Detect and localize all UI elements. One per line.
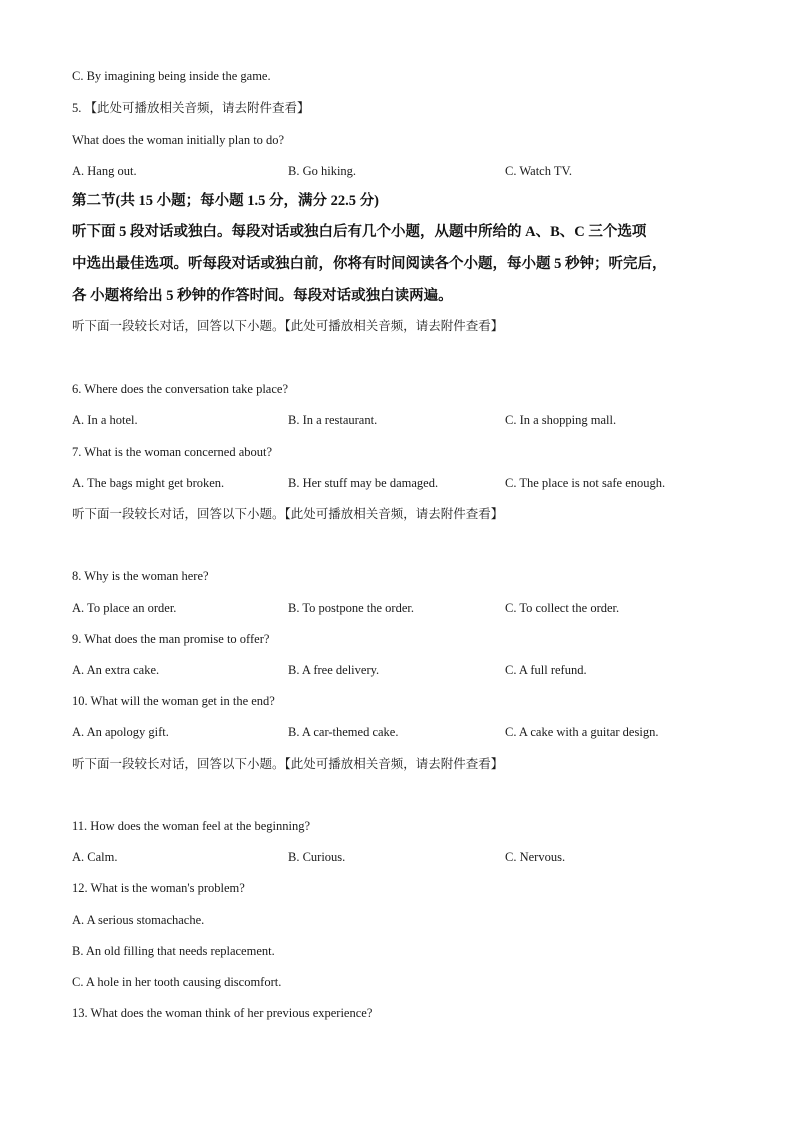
question-12-option-c: C. A hole in her tooth causing discomfort.: [72, 975, 282, 989]
question-6-text: 6. Where does the conversation take place?: [72, 382, 288, 396]
option-a: A. The bags might get broken.: [72, 476, 225, 490]
option-b: B. To postpone the order.: [288, 601, 414, 615]
audio-prompt-2: 听下面一段较长对话，回答以下小题。【此处可播放相关音频，请去附件查看】: [72, 507, 504, 521]
question-10-text: 10. What will the woman get in the end?: [72, 694, 275, 708]
option-c: C. In a shopping mall.: [505, 413, 617, 427]
question-8-text: 8. Why is the woman here?: [72, 569, 209, 583]
option-a: A. To place an order.: [72, 601, 177, 615]
option-c: C. A cake with a guitar design.: [505, 725, 659, 739]
option-c: C. To collect the order.: [505, 601, 620, 615]
question-11-text: 11. How does the woman feel at the beginning?: [72, 819, 311, 833]
option-c: C. Watch TV.: [505, 164, 573, 178]
option-b: B. Her stuff may be damaged.: [288, 476, 439, 490]
option-c: C. A full refund.: [505, 663, 587, 677]
question-9-text: 9. What does the man promise to offer?: [72, 632, 270, 646]
option-b: B. A free delivery.: [288, 663, 380, 677]
section-2-instructions-line-2: 中选出最佳选项。听每段对话或独白前，你将有时间阅读各个小题，每小题 5 秒钟；听完后，: [72, 256, 667, 272]
option-a: A. Calm.: [72, 850, 118, 864]
option-a: A. In a hotel.: [72, 413, 138, 427]
question-13-text: 13. What does the woman think of her previous experience?: [72, 1006, 373, 1020]
question-12-text: 12. What is the woman's problem?: [72, 881, 245, 895]
question-12-option-b: B. An old filling that needs replacement.: [72, 944, 275, 958]
option-4c: C. By imagining being inside the game.: [72, 69, 271, 83]
question-5-number-audio: 5. 【此处可播放相关音频，请去附件查看】: [72, 101, 310, 115]
section-2-title: 第二节(共 15 小题；每小题 1.5 分，满分 22.5 分): [72, 193, 379, 209]
option-a: A. An extra cake.: [72, 663, 160, 677]
question-12-option-a: A. A serious stomachache.: [72, 913, 205, 927]
section-2-instructions-line-1: 听下面 5 段对话或独白。每段对话或独白后有几个小题，从题中所给的 A、B、C 三个选项: [72, 224, 647, 240]
option-a: A. Hang out.: [72, 164, 137, 178]
option-c: C. The place is not safe enough.: [505, 476, 666, 490]
question-5-text: What does the woman initially plan to do?: [72, 133, 285, 147]
option-a: A. An apology gift.: [72, 725, 169, 739]
option-b: B. Go hiking.: [288, 164, 357, 178]
audio-prompt-3: 听下面一段较长对话，回答以下小题。【此处可播放相关音频，请去附件查看】: [72, 757, 504, 771]
question-7-text: 7. What is the woman concerned about?: [72, 445, 273, 459]
option-b: B. In a restaurant.: [288, 413, 378, 427]
option-b: B. Curious.: [288, 850, 346, 864]
option-b: B. A car-themed cake.: [288, 725, 399, 739]
section-2-instructions-line-3: 各 小题将给出 5 秒钟的作答时间。每段对话或独白读两遍。: [72, 288, 453, 304]
audio-prompt-1: 听下面一段较长对话，回答以下小题。【此处可播放相关音频，请去附件查看】: [72, 319, 504, 333]
option-c: C. Nervous.: [505, 850, 566, 864]
